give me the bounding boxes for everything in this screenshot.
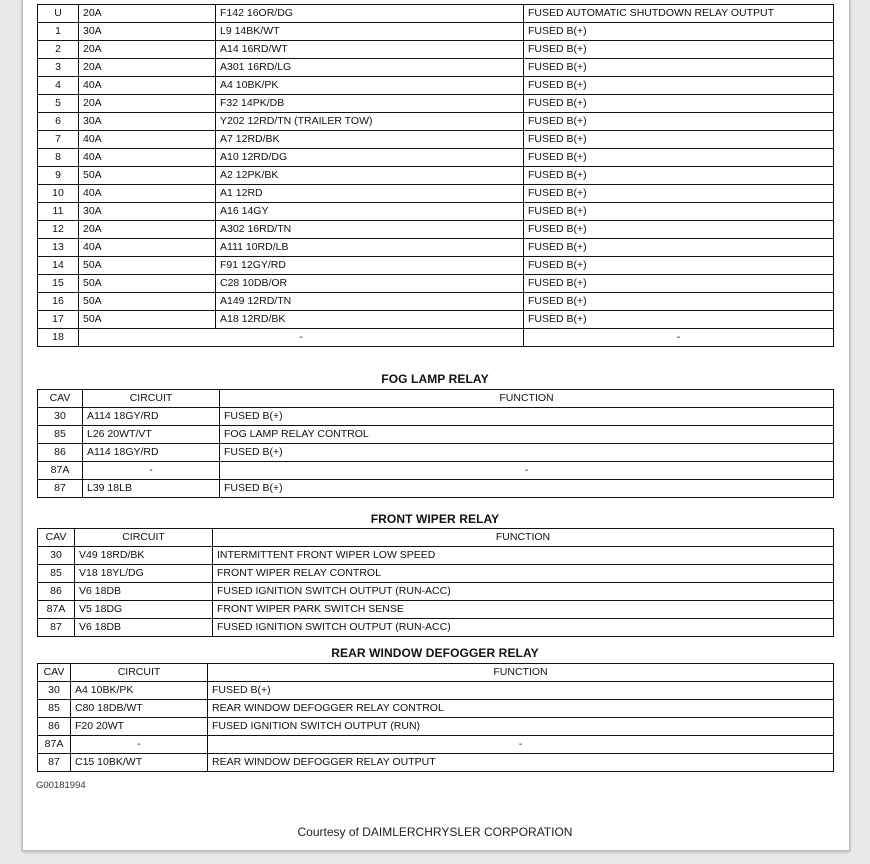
table-row [38,426,834,444]
table-row [38,293,834,311]
cav-cell: 18 [38,329,79,347]
table-row [38,131,834,149]
cav-cell: 30 [38,547,75,565]
table-row [38,583,834,601]
circuit-cell: V49 18RD/BK [75,547,213,565]
fuse-cell: 50A [79,293,216,311]
circuit-cell: L9 14BK/WT [216,23,524,41]
function-header: FUNCTION [208,664,834,682]
function-cell: REAR WINDOW DEFOGGER RELAY OUTPUT [208,754,834,772]
function-cell: FUSED IGNITION SWITCH OUTPUT (RUN-ACC) [213,619,834,637]
cav-header: CAV [38,664,71,682]
table-row [38,275,834,293]
cav-cell: 87 [38,754,71,772]
table-row [38,601,834,619]
table-row [38,619,834,637]
table-row [38,754,834,772]
circuit-cell: A10 12RD/DG [216,149,524,167]
fog-lamp-relay-table [37,389,834,498]
circuit-cell: F20 20WT [71,718,208,736]
circuit-cell: A302 16RD/TN [216,221,524,239]
function-cell: - [220,462,834,480]
fuse-cell: 20A [79,41,216,59]
fuse-cell: 50A [79,167,216,185]
cav-cell: 87 [38,619,75,637]
function-cell: REAR WINDOW DEFOGGER RELAY CONTROL [208,700,834,718]
function-cell: FRONT WIPER RELAY CONTROL [213,565,834,583]
function-cell: FUSED B(+) [524,167,834,185]
circuit-cell: A1 12RD [216,185,524,203]
fuse-cell: 40A [79,239,216,257]
circuit-cell: F91 12GY/RD [216,257,524,275]
circuit-cell: L39 18LB [83,480,220,498]
function-cell: FUSED B(+) [220,480,834,498]
table-header [38,390,834,408]
function-cell: FUSED B(+) [524,185,834,203]
table-row [38,167,834,185]
cav-cell: 86 [38,583,75,601]
function-cell: FUSED B(+) [524,275,834,293]
circuit-cell: - [83,462,220,480]
table-row [38,311,834,329]
cav-cell: 7 [38,131,79,149]
circuit-cell: A4 10BK/PK [71,682,208,700]
circuit-cell: A2 12PK/BK [216,167,524,185]
table-header [38,529,834,547]
front-wiper-relay-title: FRONT WIPER RELAY [370,512,500,526]
table-row [38,682,834,700]
cav-cell: 30 [38,682,71,700]
table-row [38,203,834,221]
function-cell: FUSED B(+) [524,23,834,41]
function-cell: - [524,329,834,347]
rear-defogger-relay-table [37,663,834,772]
circuit-cell: A301 16RD/LG [216,59,524,77]
cav-cell: 2 [38,41,79,59]
circuit-cell: V18 18YL/DG [75,565,213,583]
function-cell: FUSED B(+) [220,444,834,462]
cav-cell: 10 [38,185,79,203]
table-row [38,113,834,131]
cav-cell: 1 [38,23,79,41]
circuit-cell: F142 16OR/DG [216,5,524,23]
function-cell: FUSED B(+) [524,59,834,77]
fuse-cell: 20A [79,5,216,23]
fuse-cell: 20A [79,221,216,239]
circuit-cell: V6 18DB [75,583,213,601]
function-cell: FUSED IGNITION SWITCH OUTPUT (RUN) [208,718,834,736]
cav-header: CAV [38,529,75,547]
function-cell: FUSED B(+) [524,41,834,59]
cav-cell: 87A [38,601,75,619]
fuse-cell: 20A [79,59,216,77]
cav-cell: 87 [38,480,83,498]
cav-cell: 87A [38,462,83,480]
cav-cell: 5 [38,95,79,113]
table-row [38,95,834,113]
fuse-cell: 30A [79,203,216,221]
fuse-cell: 50A [79,275,216,293]
cav-cell: 85 [38,426,83,444]
function-cell: FUSED B(+) [524,203,834,221]
circuit-cell: L26 20WT/VT [83,426,220,444]
fuse-table [37,4,834,347]
cav-cell: 9 [38,167,79,185]
circuit-cell: A114 18GY/RD [83,408,220,426]
cav-header: CAV [38,390,83,408]
cav-cell: 85 [38,565,75,583]
function-cell: FUSED B(+) [524,77,834,95]
fuse-cell: 50A [79,311,216,329]
circuit-cell: A16 14GY [216,203,524,221]
cav-cell: 8 [38,149,79,167]
function-cell: FOG LAMP RELAY CONTROL [220,426,834,444]
cav-cell: 14 [38,257,79,275]
cav-cell: 87A [38,736,71,754]
function-cell: INTERMITTENT FRONT WIPER LOW SPEED [213,547,834,565]
cav-cell: 16 [38,293,79,311]
function-header: FUNCTION [213,529,834,547]
cav-cell: 85 [38,700,71,718]
function-cell: FUSED B(+) [524,239,834,257]
table-row [38,718,834,736]
fuse-cell: 30A [79,113,216,131]
circuit-cell: V6 18DB [75,619,213,637]
cav-cell: 30 [38,408,83,426]
rear-defogger-relay-title: REAR WINDOW DEFOGGER RELAY [331,646,539,660]
table-row [38,221,834,239]
circuit-cell: A4 10BK/PK [216,77,524,95]
fuse-cell: 20A [79,95,216,113]
circuit-cell: A114 18GY/RD [83,444,220,462]
fuse-cell: 40A [79,185,216,203]
function-cell: FUSED AUTOMATIC SHUTDOWN RELAY OUTPUT [524,5,834,23]
table-row [38,185,834,203]
circuit-cell: A149 12RD/TN [216,293,524,311]
fuse-cell: 40A [79,149,216,167]
table-row [38,329,834,347]
function-cell: FUSED B(+) [524,149,834,167]
table-row [38,23,834,41]
table-row [38,480,834,498]
circuit-cell: Y202 12RD/TN (TRAILER TOW) [216,113,524,131]
circuit-cell: A14 16RD/WT [216,41,524,59]
circuit-cell: F32 14PK/DB [216,95,524,113]
function-cell: FUSED B(+) [524,293,834,311]
table-row [38,59,834,77]
fuse-cell: 50A [79,257,216,275]
cav-cell: 3 [38,59,79,77]
table-row [38,257,834,275]
circuit-header: CIRCUIT [71,664,208,682]
table-row [38,77,834,95]
cav-cell: 15 [38,275,79,293]
function-cell: FUSED IGNITION SWITCH OUTPUT (RUN-ACC) [213,583,834,601]
cav-cell: 6 [38,113,79,131]
table-row [38,149,834,167]
cav-cell: 17 [38,311,79,329]
figure-id: G00181994 [36,780,86,791]
fuse-cell: 30A [79,23,216,41]
circuit-cell: V5 18DG [75,601,213,619]
function-cell: - [208,736,834,754]
cav-cell: 12 [38,221,79,239]
function-cell: FRONT WIPER PARK SWITCH SENSE [213,601,834,619]
circuit-cell: - [71,736,208,754]
front-wiper-relay-table [37,528,834,637]
function-cell: FUSED B(+) [208,682,834,700]
cav-cell: 13 [38,239,79,257]
fuse-cell: 40A [79,131,216,149]
table-row [38,5,834,23]
cav-cell: 4 [38,77,79,95]
cav-cell: 11 [38,203,79,221]
function-cell: FUSED B(+) [524,311,834,329]
table-row [38,41,834,59]
table-row [38,700,834,718]
function-cell: FUSED B(+) [524,257,834,275]
function-cell: FUSED B(+) [524,221,834,239]
circuit-header: CIRCUIT [83,390,220,408]
cav-cell: U [38,5,79,23]
table-row [38,408,834,426]
function-cell: FUSED B(+) [220,408,834,426]
cav-cell: 86 [38,444,83,462]
fuse-cell: - [79,329,524,347]
circuit-cell: C28 10DB/OR [216,275,524,293]
table-row [38,547,834,565]
function-cell: FUSED B(+) [524,113,834,131]
function-header: FUNCTION [220,390,834,408]
circuit-cell: A111 10RD/LB [216,239,524,257]
circuit-cell: C80 18DB/WT [71,700,208,718]
fuse-cell: 40A [79,77,216,95]
table-header [38,664,834,682]
function-cell: FUSED B(+) [524,131,834,149]
fog-lamp-relay-title: FOG LAMP RELAY [381,372,489,386]
table-row [38,565,834,583]
table-row [38,444,834,462]
table-row [38,239,834,257]
circuit-cell: C15 10BK/WT [71,754,208,772]
circuit-cell: A18 12RD/BK [216,311,524,329]
table-row [38,462,834,480]
circuit-cell: A7 12RD/BK [216,131,524,149]
cav-cell: 86 [38,718,71,736]
function-cell: FUSED B(+) [524,95,834,113]
circuit-header: CIRCUIT [75,529,213,547]
table-row [38,736,834,754]
courtesy-credit: Courtesy of DAIMLERCHRYSLER CORPORATION [297,825,573,839]
